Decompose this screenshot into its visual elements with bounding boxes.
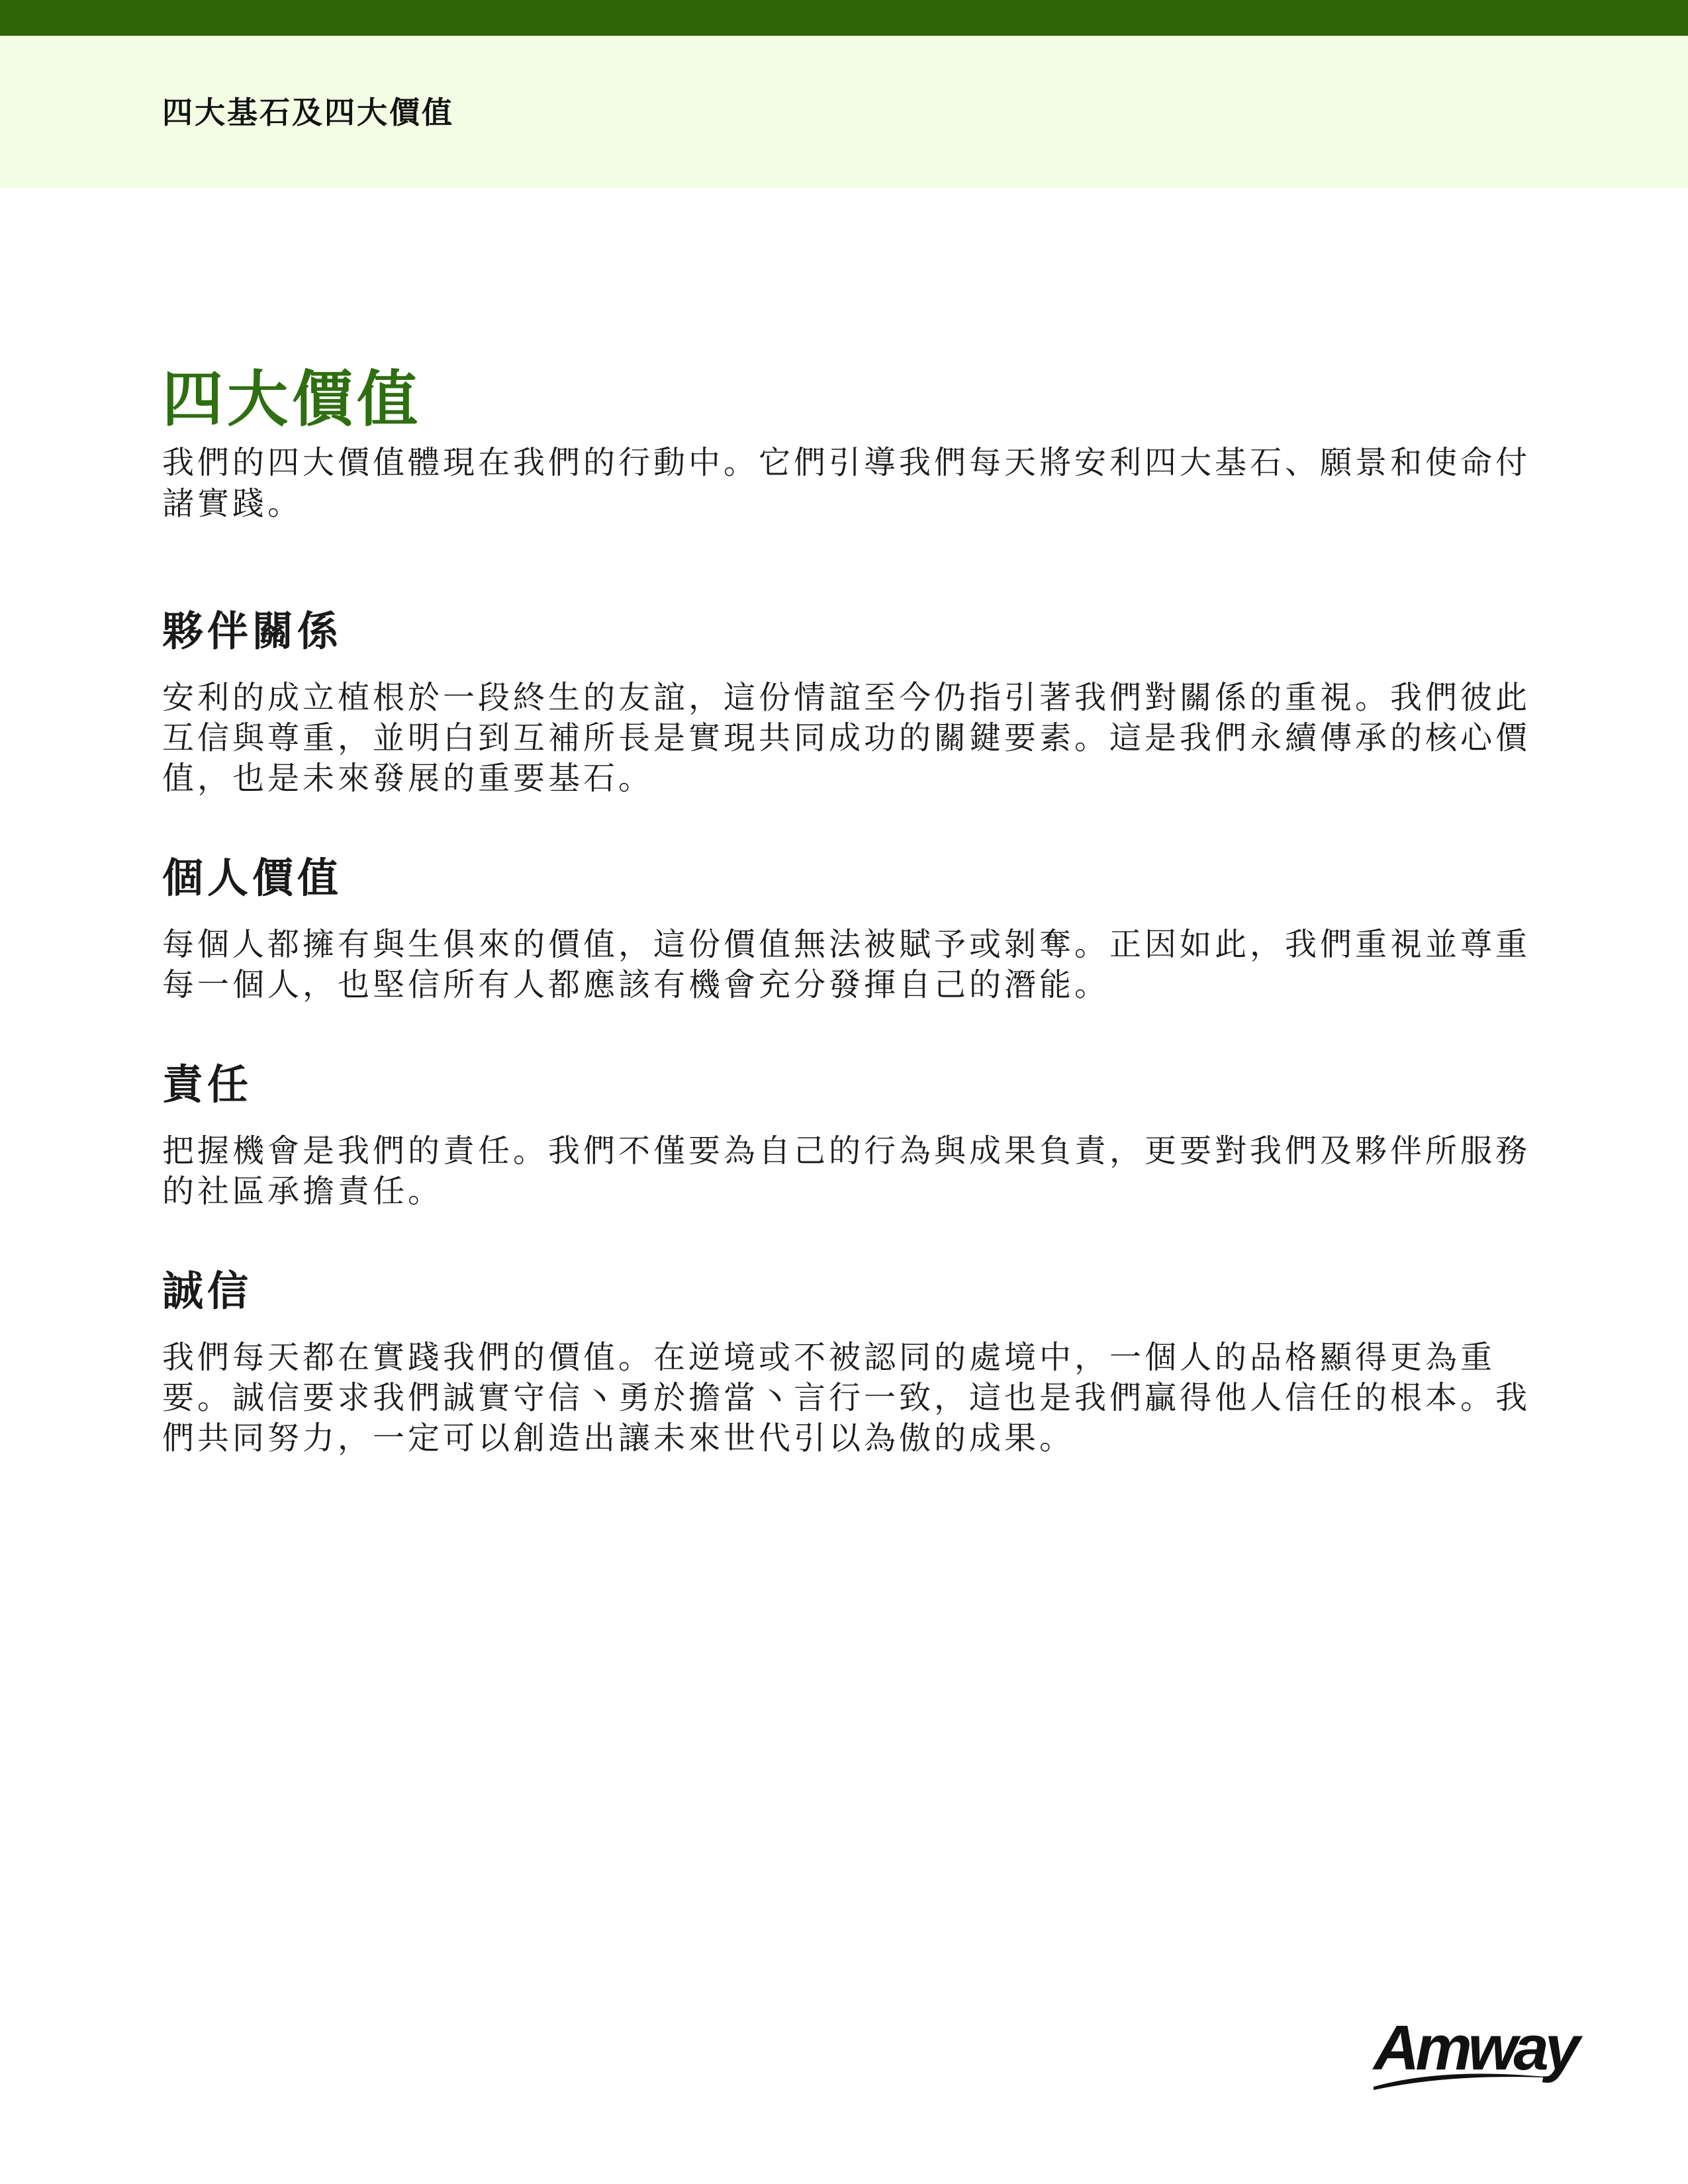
section-partnership bbox=[162, 605, 1532, 799]
amway-logo bbox=[1374, 2012, 1577, 2091]
section-heading-integrity: 誠信 bbox=[162, 1267, 253, 1315]
page-title: 四大價值 bbox=[162, 364, 422, 435]
section-heading-individual-value: 個人價值 bbox=[162, 854, 343, 902]
intro-paragraph: 我們的四大價值體現在我們的行動中。它們引導我們每天將安利四大基石、願景和使命付諸實踐。 bbox=[162, 444, 1531, 522]
amway-logo-wordmark: Amway bbox=[1374, 2013, 1577, 2083]
section-body-partnership: 安利的成立植根於一段終生的友誼，這份情誼至今仍指引著我們對關係的重視。我們彼此互信與尊重，並明白到互補所長是實現共同成功的關鍵要素。這是我們永續傳承的核心價值，也是未來發展的重要基石。 bbox=[162, 679, 1531, 797]
section-responsibility bbox=[162, 1058, 1532, 1212]
logo-swoosh-icon bbox=[1374, 2012, 1559, 2091]
section-body-integrity: 我們每天都在實踐我們的價值。在逆境或不被認同的處境中，一個人的品格顯得更為重要。誠信要求我們誠實守信丶勇於擔當丶言行一致，這也是我們贏得他人信任的根本。我們共同努力，一定可以創造出讓未來世代引以為傲的成果。 bbox=[162, 1339, 1531, 1457]
document-header-title: 四大基石及四大價值 bbox=[162, 95, 454, 130]
section-body-individual-value: 每個人都擁有與生俱來的價值，這份價值無法被賦予或剝奪。正因如此，我們重視並尊重每一個人，也堅信所有人都應該有機會充分發揮自己的潛能。 bbox=[162, 926, 1531, 1003]
section-heading-responsibility: 責任 bbox=[162, 1060, 253, 1109]
main-content bbox=[162, 357, 1532, 1459]
section-integrity bbox=[162, 1265, 1532, 1459]
section-individual-value bbox=[162, 852, 1532, 1005]
top-accent-bar bbox=[0, 0, 1688, 36]
section-heading-partnership: 夥伴關係 bbox=[162, 607, 343, 655]
section-body-responsibility: 把握機會是我們的責任。我們不僅要為自己的行為與成果負責，更要對我們及夥伴所服務的社區承擔責任。 bbox=[162, 1132, 1531, 1210]
